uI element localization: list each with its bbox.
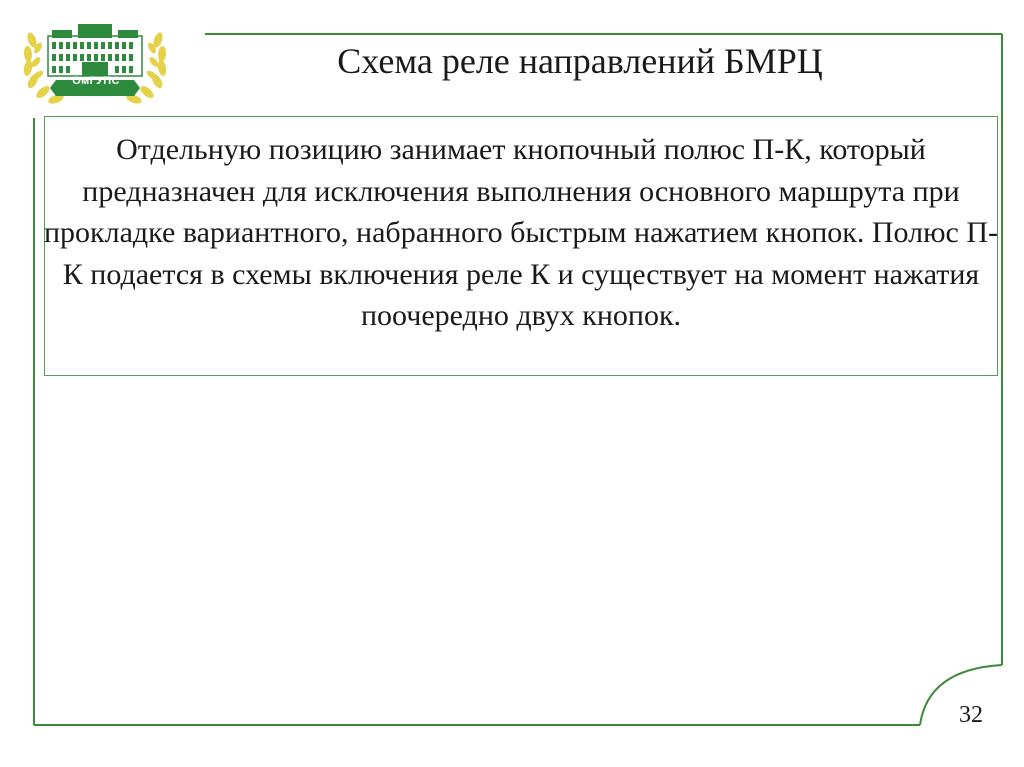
omgups-logo (18, 18, 172, 110)
slide-title: Схема реле направлений БМРЦ (337, 41, 823, 81)
logo-text: ОмГУПС (72, 75, 120, 87)
page-number: 32 (959, 702, 983, 728)
body-text: Отдельную позицию занимает кнопочный полюс П-К, который предназначен для исключения выполнения основного маршрута при прокладке вариантного, набранного быстрым нажатием кнопок. Полюс П-К подается в схемы включения реле К и существует на момент нажатия поочередно двух кнопок. (44, 133, 999, 332)
